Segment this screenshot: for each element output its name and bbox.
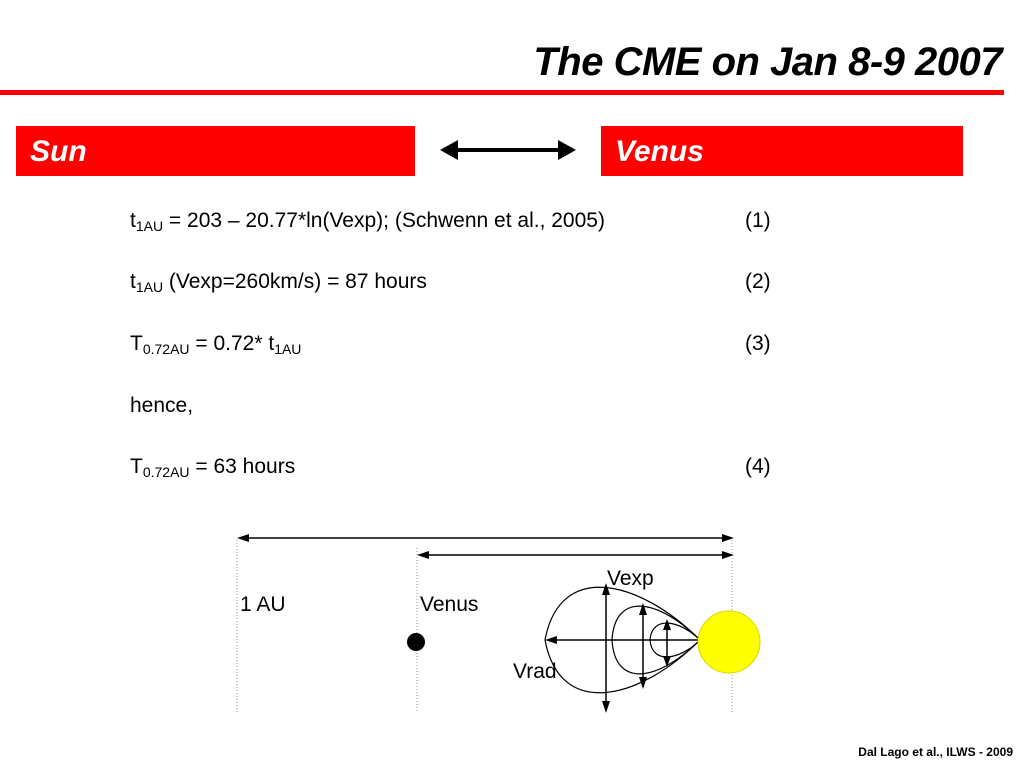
vexp-arrow-inner [663, 619, 671, 667]
slide-title: The CME on Jan 8-9 2007 [533, 40, 1002, 84]
equation-3-body-sub: 1AU [274, 341, 302, 357]
one-au-distance-arrow [237, 534, 734, 542]
sun-label-box: Sun [16, 126, 415, 176]
equation-3-number: (3) [745, 332, 771, 355]
equation-1-lhs-sub: 1AU [135, 218, 164, 234]
vexp-arrow-outer [602, 583, 610, 713]
label-venus: Venus [420, 593, 479, 616]
label-1au: 1 AU [240, 593, 286, 616]
venus-distance-arrow [417, 551, 734, 559]
equation-3-lhs: T [130, 332, 143, 355]
equation-4-body: = 63 hours [189, 455, 296, 478]
equation-4-lhs: T [130, 455, 143, 478]
equation-2-lhs-sub: 1AU [135, 279, 164, 295]
equation-1-number: (1) [745, 209, 771, 232]
label-vrad: Vrad [513, 660, 557, 683]
label-vexp: Vexp [607, 567, 654, 590]
equation-2-number: (2) [745, 270, 771, 293]
equation-3-lhs-sub: 0.72AU [142, 341, 190, 357]
vrad-arrow [545, 636, 700, 644]
citation-footer: Dal Lago et al., ILWS - 2009 [858, 745, 1013, 759]
equation-2-body: (Vexp=260km/s) = 87 hours [163, 270, 427, 293]
venus-label-box: Venus [601, 126, 963, 176]
hence-text: hence, [130, 394, 194, 417]
equation-1-lhs: t [130, 209, 136, 232]
vexp-arrow-middle [639, 603, 647, 689]
venus-planet-dot [407, 633, 425, 651]
equation-1-body: = 203 – 20.77*ln(Vexp); (Schwenn et al., 2005) [163, 209, 605, 232]
equation-2-lhs: t [130, 270, 136, 293]
sun-circle [698, 611, 760, 673]
equation-4-lhs-sub: 0.72AU [142, 464, 190, 480]
equation-4-number: (4) [745, 455, 771, 478]
equation-3-body: = 0.72* t [189, 332, 275, 355]
